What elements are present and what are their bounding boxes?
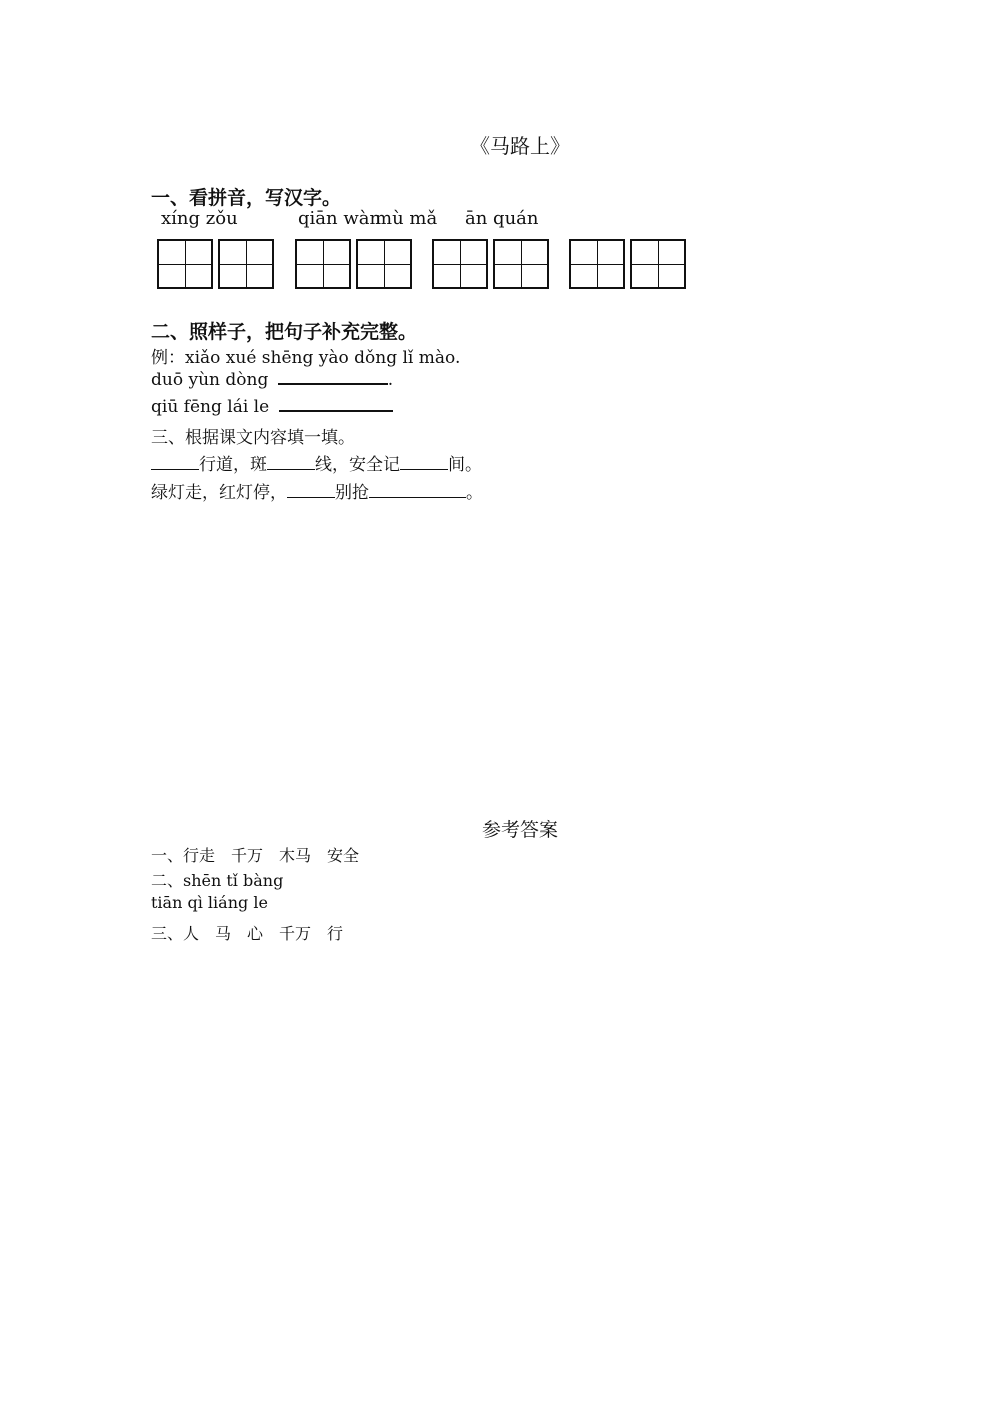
sentence-line-2-text: qiū fēng lái le <box>151 397 270 417</box>
writing-box[interactable] <box>218 239 274 289</box>
pinyin-xingzou: xíng zǒu <box>161 208 238 229</box>
section2-heading: 二、照样子，把句子补充完整。 <box>151 321 418 343</box>
answer-3: 三、人 马 心 千万 行 <box>151 924 344 943</box>
sentence-line-1-text: duō yùn dòng <box>151 370 269 390</box>
sentence-line-1 <box>151 368 393 390</box>
fill-line-2-part-b: 别抢 <box>335 483 369 503</box>
writing-box[interactable] <box>356 239 412 289</box>
answer-blank[interactable] <box>287 482 335 498</box>
answer-1: 一、行走 千万 木马 安全 <box>151 846 360 865</box>
sentence-line-1-end: . <box>387 370 394 390</box>
fill-line-1-part-b: 线，安全记 <box>315 455 400 475</box>
writing-box[interactable] <box>295 239 351 289</box>
fill-line-1 <box>151 450 482 475</box>
writing-box[interactable] <box>432 239 488 289</box>
answer-blank[interactable] <box>151 454 199 470</box>
answer-blank[interactable] <box>279 395 393 412</box>
fill-line-2-part-c: 。 <box>466 483 483 503</box>
answer-blank[interactable] <box>278 368 388 385</box>
pinyin-muma: mù mǎ <box>375 208 438 229</box>
sentence-line-2 <box>151 395 393 417</box>
answer-2b: tiān qì liáng le <box>151 893 268 912</box>
answer-2: 二、shēn tǐ bàng <box>151 871 284 890</box>
fill-line-2 <box>151 478 483 503</box>
writing-box[interactable] <box>493 239 549 289</box>
page-title: 《马路上》 <box>470 134 570 158</box>
section3-heading: 三、根据课文内容填一填。 <box>151 428 355 448</box>
fill-line-1-part-a: 行道，斑 <box>199 455 267 475</box>
writing-box[interactable] <box>157 239 213 289</box>
answer-blank[interactable] <box>400 454 448 470</box>
writing-box[interactable] <box>630 239 686 289</box>
answer-blank[interactable] <box>267 454 315 470</box>
answer-blank[interactable] <box>369 482 466 498</box>
pinyin-anquan: ān quán <box>465 208 539 229</box>
example-sentence: 例：xiǎo xué shēng yào dǒng lǐ mào. <box>151 348 461 368</box>
fill-line-2-part-a: 绿灯走，红灯停， <box>151 483 287 503</box>
writing-box[interactable] <box>569 239 625 289</box>
answers-title: 参考答案 <box>481 819 558 841</box>
pinyin-qianwan: qiān wàn <box>298 208 382 229</box>
section1-heading: 一、看拼音，写汉字。 <box>151 187 342 209</box>
fill-line-1-part-c: 间。 <box>448 455 482 475</box>
